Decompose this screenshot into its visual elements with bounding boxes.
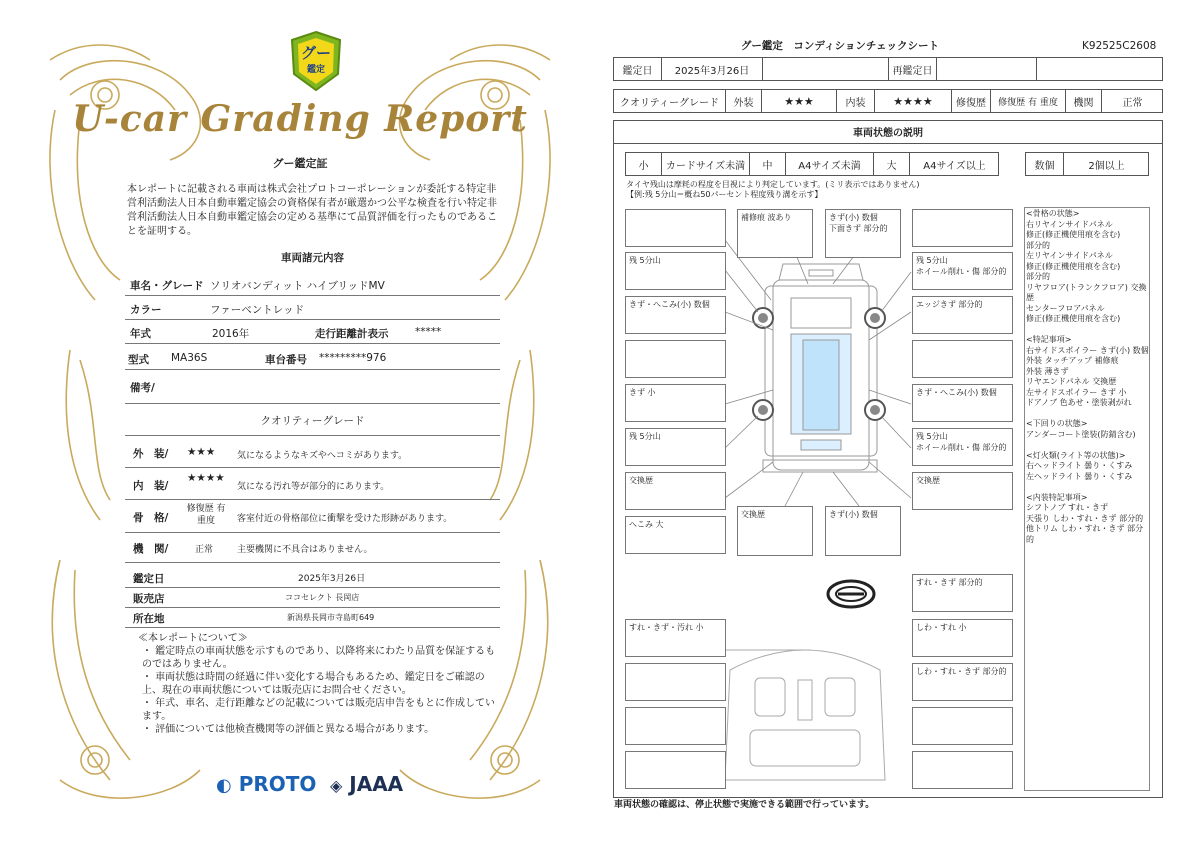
condition-note-line: 右ヘッドライト 曇り・くすみ: [1026, 461, 1133, 470]
exterior-label: 外 装/: [133, 448, 169, 460]
spec-section-title: 車両諸元内容: [281, 252, 344, 264]
label-box-empty: [625, 751, 726, 789]
store-value: ココセレクト 長岡店: [285, 593, 360, 602]
label-steering: すれ・きず 部分的: [912, 574, 1013, 612]
address-value: 新潟県長岡市寺島町649: [287, 613, 375, 622]
certificate-title: グー鑑定証: [272, 157, 328, 170]
quality-top-rule: [125, 434, 500, 436]
qg-engine-label: 機関: [1066, 90, 1102, 112]
qg-int-stars: ★★★★: [875, 90, 952, 112]
label-tire-rear-left: 残 5分山: [625, 428, 726, 466]
label-bumper-line1: きず(小) 数個: [829, 213, 878, 222]
label-box-empty: [912, 209, 1013, 247]
qg-label: クオリティーグレード: [614, 90, 726, 112]
label-rear-right-swap: 交換歴: [912, 472, 1013, 510]
count-legend: [1025, 152, 1149, 176]
chassis-label: 車台番号: [265, 354, 307, 366]
label-interior-right-1: しわ・すれ 小: [912, 619, 1013, 657]
label-tire-front-right: [912, 252, 1013, 290]
count-desc: 2個以上: [1088, 160, 1125, 172]
explain-title: 車両状態の説明: [613, 120, 1163, 144]
mileage-label: 走行距離計表示: [315, 328, 389, 340]
condition-note-line: シフトノブ すれ・きず: [1026, 503, 1109, 512]
qg-repair-value: 修復歴 有 重度: [991, 90, 1066, 112]
condition-note-line: センターフロアパネル: [1026, 303, 1105, 313]
condition-note-line: [1026, 409, 1150, 420]
condition-note-line: 外装 薄きず: [1026, 366, 1069, 376]
date-label: 鑑定日: [133, 573, 165, 585]
condition-note-line: [1026, 440, 1150, 451]
note-3: ・ 年式、車名、走行距離などの記載については販売店申告をもとに作成しています。: [142, 698, 495, 722]
note-4: ・ 評価については他検査機関等の評価と異なる場合があります。: [142, 724, 435, 735]
model-label: 型式: [128, 354, 149, 366]
date-value: 2025年3月26日: [298, 574, 366, 584]
spec-row-model: [125, 346, 500, 370]
condition-note-line: [1026, 482, 1150, 493]
condition-note-line: 右リヤインサイドパネル: [1026, 219, 1113, 229]
jaaa-logo-text: JAAA: [349, 772, 404, 796]
condition-note-line: リヤフロア(トランクフロア) 交換歴: [1026, 282, 1147, 302]
document-id: K92525C2608: [1082, 40, 1157, 52]
steering-wheel-icon: [826, 578, 876, 610]
condition-note-line: ドアノブ 色あせ・塗装剥がれ: [1026, 398, 1132, 407]
label-hood-repair: 補修痕 波あり: [737, 209, 813, 258]
label-tire-fr-line1: 残 5分山: [916, 256, 948, 265]
name-value: ソリオバンディット ハイブリッドMV: [210, 280, 385, 292]
spec-row-year: [125, 320, 500, 344]
label-front-left-dent: きず・へこみ(小) 数個: [625, 296, 726, 334]
condition-note-line: 左ヘッドライト 曇り・くすみ: [1026, 471, 1133, 481]
size-small: 小: [626, 153, 662, 175]
count-label: 数個: [1026, 153, 1064, 175]
address-label: 所在地: [133, 613, 165, 625]
label-bumper-line2: 下面きず 部分的: [829, 224, 888, 233]
exterior-desc: 気になるようなキズやヘコミがあります。: [237, 451, 408, 461]
condition-note-line: [1026, 325, 1150, 336]
condition-note-line: 修正(修正機使用痕を含む): [1026, 261, 1121, 271]
tire-note-1: タイヤ残山は摩耗の程度を目視により判定しています。(ミリ表示ではありません): [626, 180, 920, 189]
note-1: ・ 鑑定時点の車両状態を示すものであり、以降将来にわたり品質を保証するものではありません。: [142, 646, 496, 670]
report-script-title: U-car Grading Report: [72, 98, 528, 140]
store-row: [125, 588, 500, 608]
qg-ext-label: 外装: [726, 90, 762, 112]
notes-title: ≪本レポートについて≫: [138, 633, 248, 644]
spec-row-color: [125, 296, 500, 320]
interior-desc: 気になる汚れ等が部分的にあります。: [237, 482, 390, 492]
condition-note-line: 部分的: [1026, 272, 1050, 281]
condition-note-line: <特記事項>: [1026, 335, 1072, 344]
engine-desc: 主要機関に不具合はありません。: [237, 545, 373, 555]
label-tire-rear-right: [912, 428, 1013, 466]
quality-row-frame: [125, 501, 500, 533]
qg-engine-value: 正常: [1122, 97, 1143, 109]
sheet-footer-note: 車両状態の確認は、停止状態で実施できる範囲で行っています。: [614, 800, 875, 810]
label-rear-left-swap: 交換歴: [625, 472, 726, 510]
engine-value: 正常: [195, 545, 214, 555]
label-tire-rr-line2: ホイール削れ・傷 部分的: [916, 443, 1007, 452]
label-small-scratch: きず 小: [625, 384, 726, 422]
label-tire-front-left: 残 5分山: [625, 252, 726, 290]
sheet-date-label: 鑑定日: [614, 58, 662, 80]
label-box-empty: [625, 663, 726, 701]
label-interior-right-2: しわ・すれ・きず 部分的: [912, 663, 1013, 701]
size-legend: [625, 152, 999, 176]
proto-logo: [216, 772, 316, 796]
condition-note-line: 右サイドスポイラー きず(小) 数個: [1026, 345, 1149, 355]
proto-mark-icon: ◐: [216, 775, 232, 796]
condition-note-line: 天張り しわ・すれ・きず 部分的: [1026, 513, 1144, 523]
sheet-date-value: 2025年3月26日: [662, 58, 763, 80]
spec-row-name: [125, 272, 500, 296]
quality-section-title: クオリティーグレード: [260, 415, 365, 427]
condition-note-line: リヤエンドパネル 交換歴: [1026, 377, 1117, 386]
label-box-empty: [912, 707, 1013, 745]
quality-row-interior: [125, 470, 500, 500]
qg-repair-label: 修復歴: [952, 90, 991, 112]
appraisal-date-row: [125, 566, 500, 588]
size-large-desc: A4サイズ以上: [923, 160, 986, 172]
condition-note-line: <骨格の状態>: [1026, 209, 1080, 218]
proto-logo-text: PROTO: [238, 772, 317, 796]
quality-row-exterior: [125, 440, 500, 468]
condition-note-line: <下回りの状態>: [1026, 419, 1088, 428]
date-header-row: [613, 57, 1163, 81]
interior-label: 内 装/: [133, 480, 169, 492]
sheet-title: グー鑑定 コンディションチェックシート: [740, 40, 940, 52]
label-box-empty: [912, 751, 1013, 789]
tire-note-2: 【例:残 5分山＝概ね50パーセント程度残り溝を示す】: [626, 190, 823, 199]
year-label: 年式: [130, 328, 151, 340]
condition-note-line: 左リヤインサイドパネル: [1026, 251, 1113, 260]
condition-note-line: 部分的: [1026, 240, 1050, 250]
label-tire-rr-line1: 残 5分山: [916, 432, 948, 441]
condition-note-line: アンダーコート塗装(防錆含む): [1026, 429, 1136, 439]
label-bumper: [825, 209, 901, 258]
label-box-empty: [912, 340, 1013, 378]
condition-note-line: <内装特記事項>: [1026, 492, 1088, 502]
exterior-stars: ★★★: [187, 446, 216, 458]
label-box-empty: [625, 707, 726, 745]
label-edge-scratch: エッジきず 部分的: [912, 296, 1013, 334]
note-2: ・ 車両状態は時間の経過に伴い変化する場合もあるため、鑑定日をご確認の上、現在の車両状態については販売店にお問合せください。: [142, 672, 485, 696]
condition-note-line: 他トリム しわ・すれ・きず 部分的: [1026, 524, 1144, 544]
size-mid-desc: A4サイズ未満: [786, 153, 874, 175]
sheet-date-blank: [763, 58, 889, 80]
jaaa-mark-icon: ◈: [330, 776, 343, 795]
qg-int-label: 内装: [837, 90, 875, 112]
jaaa-logo: [330, 772, 403, 796]
name-label: 車名・グレード: [130, 280, 204, 292]
store-label: 販売店: [133, 593, 165, 605]
engine-label: 機 関/: [133, 543, 169, 555]
frame-label: 骨 格/: [133, 512, 169, 524]
label-rear-swap: 交換歴: [737, 506, 813, 556]
label-box-empty: [625, 340, 726, 378]
label-right-dent: きず・へこみ(小) 数個: [912, 384, 1013, 422]
frame-value: 修復歴 有 重度: [186, 504, 226, 526]
year-value: 2016年: [212, 328, 250, 340]
condition-note-line: 左サイドスポイラー きず 小: [1026, 387, 1127, 397]
qg-ext-stars: ★★★: [762, 90, 837, 112]
label-rear-bumper: きず(小) 数個: [825, 506, 901, 556]
reinspect-value: [937, 58, 1037, 80]
label-large-dent: へこみ 大: [625, 516, 726, 554]
condition-notes-list: [1026, 209, 1150, 545]
color-value: ファーベントレッド: [210, 304, 305, 316]
badge-subtext: 鑑定: [306, 65, 325, 75]
badge-text: グー: [300, 44, 331, 62]
label-interior-left-1: すれ・きず・汚れ 小: [625, 619, 726, 657]
color-label: カラー: [130, 304, 162, 316]
reinspect-blank: [1037, 58, 1163, 80]
condition-note-line: 修正(修正機使用痕を含む): [1026, 230, 1121, 239]
frame-desc: 客室付近の骨格部位に衝撃を受けた形跡があります。: [237, 514, 453, 524]
remarks-label: 備考/: [130, 382, 155, 394]
condition-note-line: <灯火類(ライト等の状態)>: [1026, 450, 1126, 460]
interior-stars: ★★★★: [187, 472, 225, 484]
size-mid: 中: [750, 153, 786, 175]
model-value: MA36S: [171, 352, 208, 364]
size-small-desc: カードサイズ未満: [662, 153, 750, 175]
reinspect-label: 再鑑定日: [889, 58, 937, 80]
size-large: 大: [874, 153, 910, 175]
quality-row-engine: [125, 535, 500, 563]
condition-note-line: 外装 タッチアップ 補修痕: [1026, 356, 1119, 365]
spec-row-remarks: [125, 372, 500, 404]
chassis-value: *********976: [319, 352, 387, 364]
label-box-empty: [625, 209, 726, 247]
mileage-value: *****: [415, 326, 442, 338]
label-tire-fr-line2: ホイール削れ・傷 部分的: [916, 267, 1007, 276]
report-notes: [138, 632, 498, 736]
address-row: [125, 608, 500, 628]
certificate-intro: 本レポートに記載される車両は株式会社プロトコーポレーションが委託する特定非営利活動法人日本自動車鑑定協会の資格保有者が厳選かつ公平な検査を行い特定非営利活動法人日本自動車鑑定協会の定める基準にて品質評価を行ったものであることを証明する。: [127, 184, 497, 237]
quality-grade-row: [613, 89, 1163, 113]
condition-note-line: 修正(修正機使用痕を含む): [1026, 314, 1121, 323]
car-interior-diagram: [700, 630, 910, 790]
